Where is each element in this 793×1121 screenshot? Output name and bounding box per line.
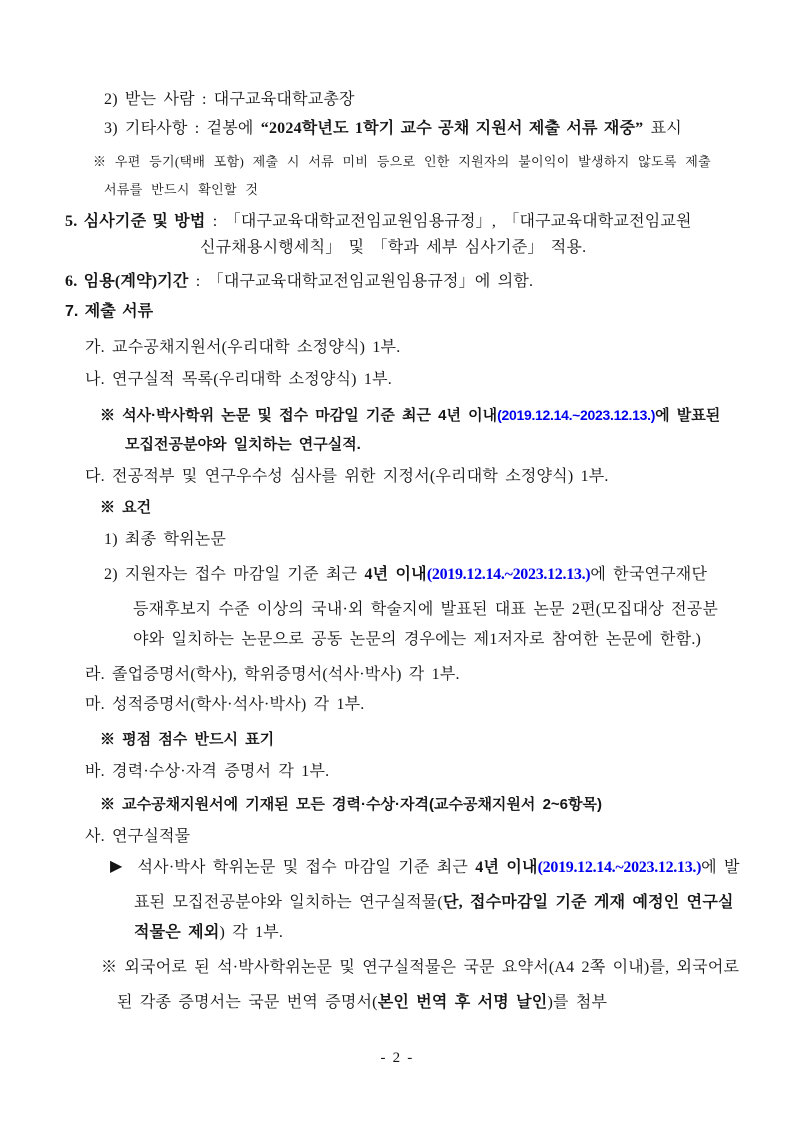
req-2-representative-papers-line-2: 등재후보지 수준 이상의 국내·외 학술지에 발표된 대표 논문 2편(모집대상 전공분 [133, 601, 719, 618]
envelope-marking-suffix: 표시 [643, 120, 682, 137]
bullet-line2-regular: 표된 모집전공분야와 일치하는 연구실적물( [134, 894, 443, 911]
bullet-arrow-icon: ▶ [110, 858, 123, 875]
exclusion-emphasis-cont: 적물은 제외 [134, 924, 220, 941]
item-ma-transcripts: 마. 성적증명서(학사·석사·박사) 각 1부. [85, 696, 365, 713]
postal-warning-line-1: ※ 우편 등기(택배 포함) 제출 시 서류 미비 등으로 인한 지원자의 불이익이 발생하지 않도록 제출 [93, 154, 712, 169]
req-2-representative-papers-line-3: 야와 일치하는 논문으로 공동 논문의 경우에는 제1저자로 참여한 논문에 한함.) [133, 631, 702, 648]
note-foreign-language-line-2 [117, 987, 607, 1019]
section-6-heading: 6. 임용(계약)기간 [65, 273, 189, 290]
note-foreign-language-line-1: ※ 외국어로 된 석·박사학위논문 및 연구실적물은 국문 요약서(A4 2쪽 이내)를, 외국어로 [101, 959, 740, 976]
section-7-submission-documents-heading: 7. 제출 서류 [65, 303, 154, 320]
item-ra-graduation-certificates: 라. 졸업증명서(학사), 학위증명서(석사·박사) 각 1부. [85, 666, 460, 683]
translation-text-before: 된 각종 증명서는 국문 번역 증명서( [117, 994, 378, 1011]
date-range-highlight: (2019.12.14.~2023.12.13.) [497, 407, 656, 423]
note-all-career-awards: ※ 교수공채지원서에 기재된 모든 경력·수상·자격(교수공채지원서 2~6항목) [100, 796, 602, 813]
item-da-designation-form: 다. 전공적부 및 연구우수성 심사를 위한 지정서(우리대학 소정양식) 1부. [85, 468, 609, 485]
four-years-emphasis: 4년 이내 [364, 566, 427, 583]
date-range-highlight: (2019.12.14.~2023.12.13.) [426, 566, 591, 583]
signature-seal-emphasis: 본인 번역 후 서명 날인 [377, 994, 548, 1011]
note-research-within-4-years-line-1 [100, 399, 720, 431]
bullet-research-outputs-line-1 [110, 852, 740, 884]
item-ba-career-certificates: 바. 경력·수상·자격 증명서 각 1부. [85, 763, 330, 780]
note-text-before-dates: ※ 석사·박사학위 논문 및 접수 마감일 기준 최근 4년 이내 [100, 407, 498, 424]
envelope-marking-prefix: 3) 기타사항 : 겉봉에 [104, 120, 261, 137]
date-range-highlight: (2019.12.14.~2023.12.13.) [537, 859, 702, 876]
section-5-body: : 「대구교육대학교전임교원임용규정」, 「대구교육대학교전임교원 [205, 213, 692, 230]
note-text-after-dates: 에 발표된 [655, 407, 721, 424]
req-1-final-thesis: 1) 최종 학위논문 [104, 531, 227, 548]
page-number: - 2 - [380, 1050, 413, 1066]
item-na-research-list: 나. 연구실적 목록(우리대학 소정양식) 1부. [85, 371, 392, 388]
bullet-research-outputs-line-2 [134, 887, 734, 919]
translation-text-after: )를 첨부 [547, 994, 608, 1011]
bullet-text-after: 에 발 [701, 859, 740, 876]
four-years-emphasis: 4년 이내 [475, 859, 538, 876]
envelope-marking-emphasis: “2024학년도 1학기 교수 공채 지원서 제출 서류 재중” [260, 120, 644, 137]
section-5-heading: 5. 심사기준 및 방법 [65, 213, 206, 230]
item-ga-application-form: 가. 교수공채지원서(우리대학 소정양식) 1부. [85, 339, 401, 356]
req-2-representative-papers-line-1 [104, 559, 707, 591]
bullet-text-before: 석사·박사 학위논문 및 접수 마감일 기준 최근 [137, 859, 476, 876]
postal-warning-line-2: 서류를 반드시 확인할 것 [104, 182, 259, 197]
section-6-body: : 「대구교육대학교전임교원임용규정」에 의함. [188, 273, 534, 290]
note-gpa-marking: ※ 평점 점수 반드시 표기 [100, 731, 275, 748]
note-requirements-heading: ※ 요건 [100, 499, 152, 516]
note-research-within-4-years-line-2: 모집전공분야와 일치하는 연구실적. [125, 436, 361, 453]
section-5-review-criteria-line-2: 신규채용시행세칙」 및 「학과 세부 심사기준」 적용. [200, 239, 587, 256]
item-sa-research-outputs: 사. 연구실적물 [85, 828, 191, 845]
recipient-line: 2) 받는 사람 : 대구교육대학교총장 [104, 91, 355, 108]
envelope-marking-line [104, 113, 682, 145]
section-6-appointment-period [65, 266, 533, 298]
bullet-research-outputs-line-3 [134, 917, 283, 949]
req-2-text-after: 에 한국연구재단 [590, 566, 708, 583]
bullet-line3-regular: ) 각 1부. [219, 924, 284, 941]
req-2-text-before: 2) 지원자는 접수 마감일 기준 최근 [104, 566, 365, 583]
exclusion-emphasis: 단, 접수마감일 기준 게재 예정인 연구실 [442, 894, 734, 911]
